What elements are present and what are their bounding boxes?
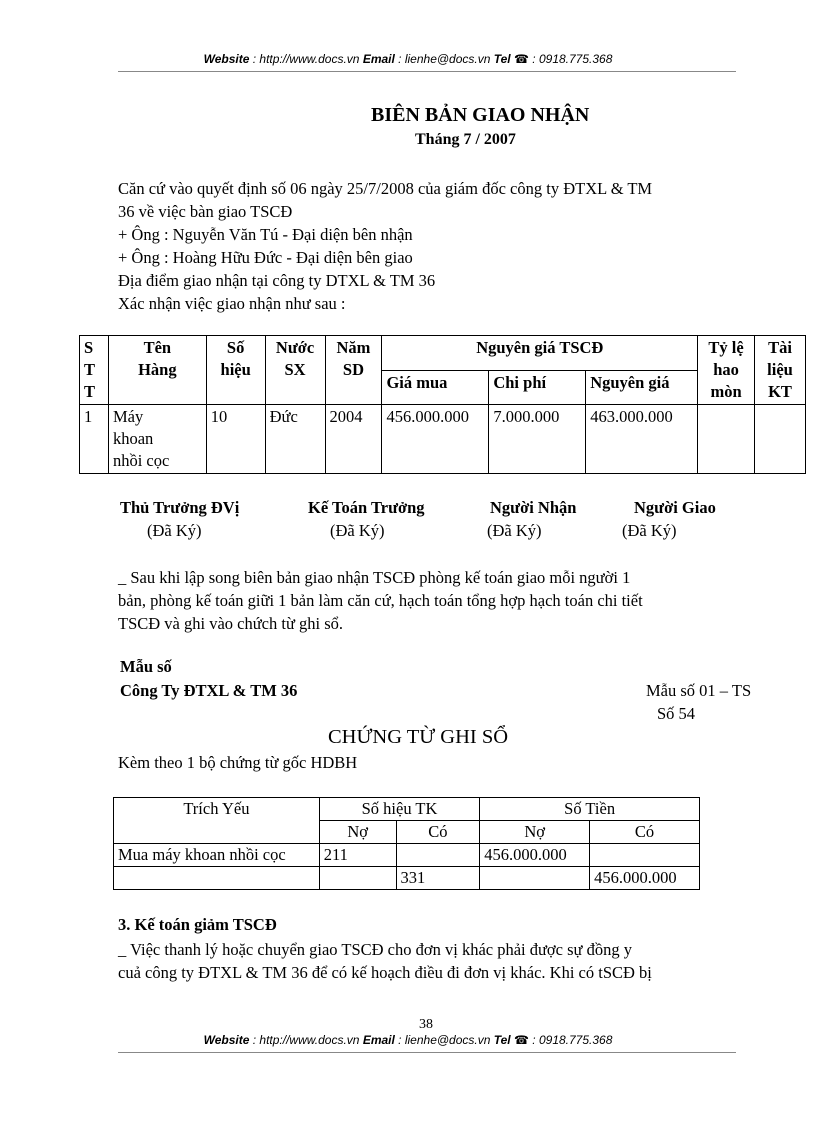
- header-so-hieu: Số hiệu: [206, 336, 265, 405]
- asset-table: [79, 335, 806, 474]
- cell-nam-sd: 2004: [325, 405, 382, 474]
- section-3-line: _ Việc thanh lý hoặc chuyển giao TSCĐ cho đơn vị khác phải được sự đồng y: [118, 940, 632, 959]
- table-header-row: [80, 336, 806, 371]
- note-line: bản, phòng kế toán giữi 1 bản làm căn cứ, hạch toán tổng hợp hạch toán chi tiết: [118, 591, 643, 610]
- header-tk-no: Nợ: [319, 821, 396, 844]
- page-header: [0, 52, 816, 66]
- cell-chi-phi: 7.000.000: [489, 405, 586, 474]
- website-label: Website: [203, 52, 250, 66]
- intro-line: Căn cứ vào quyết định số 06 ngày 25/7/2008 của giám đốc công ty ĐTXL & TM: [118, 179, 653, 198]
- signature-title: Người Giao: [634, 498, 716, 517]
- cell-tien-no: 456.000.000: [480, 844, 590, 867]
- table-row: [114, 867, 700, 890]
- attachment-note: Kèm theo 1 bộ chứng từ gốc HDBH: [118, 753, 358, 772]
- cell-nuoc-sx: Đức: [265, 405, 325, 474]
- page-footer: [0, 1033, 816, 1047]
- website-label: Website: [203, 1033, 250, 1047]
- cell-stt: 1: [80, 405, 109, 474]
- tel-number: : 0918.775.368: [532, 52, 613, 66]
- note-line: _ Sau khi lập song biên bản giao nhận TSCĐ phòng kế toán giao mỗi người 1: [118, 568, 631, 587]
- intro-line: 36 về việc bàn giao TSCĐ: [118, 202, 293, 221]
- header-trich-yeu: Trích Yếu: [114, 798, 320, 844]
- signature-status: (Đã Ký): [330, 521, 385, 540]
- intro-line: Xác nhận việc giao nhận như sau :: [118, 294, 346, 313]
- cell-gia-mua: 456.000.000: [382, 405, 489, 474]
- header-stt: S T T: [80, 336, 109, 405]
- header-so-tien: Số Tiền: [480, 798, 700, 821]
- cell-tk-co: 331: [396, 867, 480, 890]
- phone-icon: ☎: [514, 52, 529, 66]
- signature-status: (Đã Ký): [622, 521, 677, 540]
- intro-paragraph: [118, 177, 758, 315]
- header-nam-sd: Năm SD: [325, 336, 382, 405]
- intro-line: + Ông : Hoàng Hữu Đức - Đại diện bên giao: [118, 248, 413, 267]
- cell-tai-lieu: [755, 405, 806, 474]
- cell-tien-co: 456.000.000: [590, 867, 700, 890]
- header-tien-co: Có: [590, 821, 700, 844]
- email-address[interactable]: : lienhe@docs.vn: [398, 1033, 491, 1047]
- mau-so-label: Mẫu số: [120, 657, 172, 676]
- header-so-hieu-tk: Số hiệu TK: [319, 798, 479, 821]
- header-rule: [118, 71, 736, 72]
- section-3-paragraph: [118, 938, 758, 984]
- website-url[interactable]: : http://www.docs.vn: [252, 1033, 360, 1047]
- cell-tien-co: [590, 844, 700, 867]
- email-label: Email: [362, 1033, 395, 1047]
- signature-block-3: [490, 498, 576, 518]
- website-url[interactable]: : http://www.docs.vn: [252, 52, 360, 66]
- tel-label: Tel: [493, 52, 511, 66]
- intro-line: + Ông : Nguyễn Văn Tú - Đại diện bên nhận: [118, 225, 413, 244]
- document-title: BIÊN BẢN GIAO NHẬN: [371, 104, 590, 126]
- table-row: [80, 405, 806, 474]
- voucher-title: CHỨNG TỪ GHI SỔ: [328, 726, 509, 748]
- email-label: Email: [362, 52, 395, 66]
- cell-trich-yeu: [114, 867, 320, 890]
- header-ten-hang: Tên Hàng: [108, 336, 206, 405]
- signature-status: (Đã Ký): [487, 521, 542, 540]
- signature-status: (Đã Ký): [147, 521, 202, 540]
- section-3-heading: 3. Kế toán giảm TSCĐ: [118, 915, 277, 934]
- header-nguyen-gia: Nguyên giá: [586, 370, 698, 405]
- page-number: 38: [419, 1017, 433, 1032]
- intro-line: Địa điểm giao nhận tại công ty DTXL & TM 36: [118, 271, 436, 290]
- table-row: [114, 844, 700, 867]
- document-number: Số 54: [657, 704, 696, 723]
- footer-rule: [118, 1052, 736, 1053]
- header-tien-no: Nợ: [480, 821, 590, 844]
- cell-nguyen-gia: 463.000.000: [586, 405, 698, 474]
- signature-block-1: [120, 498, 239, 518]
- cell-so-hieu: 10: [206, 405, 265, 474]
- header-tai-lieu: Tài liệu KT: [755, 336, 806, 405]
- cell-tk-no: 211: [319, 844, 396, 867]
- header-tk-co: Có: [396, 821, 480, 844]
- form-number: Mẫu số 01 – TS: [646, 681, 752, 700]
- header-ty-le: Tỷ lệ hao mòn: [698, 336, 755, 405]
- cell-tien-no: [480, 867, 590, 890]
- email-address[interactable]: : lienhe@docs.vn: [398, 52, 491, 66]
- signature-title: Người Nhận: [490, 498, 577, 517]
- header-nguyen-gia-group: Nguyên giá TSCĐ: [382, 336, 698, 371]
- signature-block-2: [308, 498, 425, 518]
- section-3-line: cuả công ty ĐTXL & TM 36 để có kế hoạch điều đi đơn vị khác. Khi có tSCĐ bị: [118, 963, 652, 982]
- note-paragraph: [118, 566, 758, 635]
- phone-icon: ☎: [514, 1033, 529, 1047]
- document-subtitle: Tháng 7 / 2007: [415, 131, 516, 148]
- ledger-table: [113, 797, 700, 890]
- tel-label: Tel: [493, 1033, 511, 1047]
- ledger-header-row: [114, 798, 700, 821]
- signature-block-4: [634, 498, 716, 518]
- cell-tk-co: [396, 844, 480, 867]
- company-name: Công Ty ĐTXL & TM 36: [120, 681, 298, 700]
- header-chi-phi: Chi phí: [489, 370, 586, 405]
- signature-title: Kế Toán Trưởng: [308, 498, 425, 517]
- cell-ty-le: [698, 405, 755, 474]
- cell-trich-yeu: Mua máy khoan nhồi cọc: [114, 844, 320, 867]
- tel-number: : 0918.775.368: [532, 1033, 613, 1047]
- cell-ten-hang: Máy khoan nhồi cọc: [108, 405, 206, 474]
- header-nuoc-sx: Nước SX: [265, 336, 325, 405]
- note-line: TSCĐ và ghi vào chứch từ ghi sổ.: [118, 614, 344, 633]
- signature-title: Thủ Trưởng ĐVị: [120, 498, 240, 517]
- header-gia-mua: Giá mua: [382, 370, 489, 405]
- cell-tk-no: [319, 867, 396, 890]
